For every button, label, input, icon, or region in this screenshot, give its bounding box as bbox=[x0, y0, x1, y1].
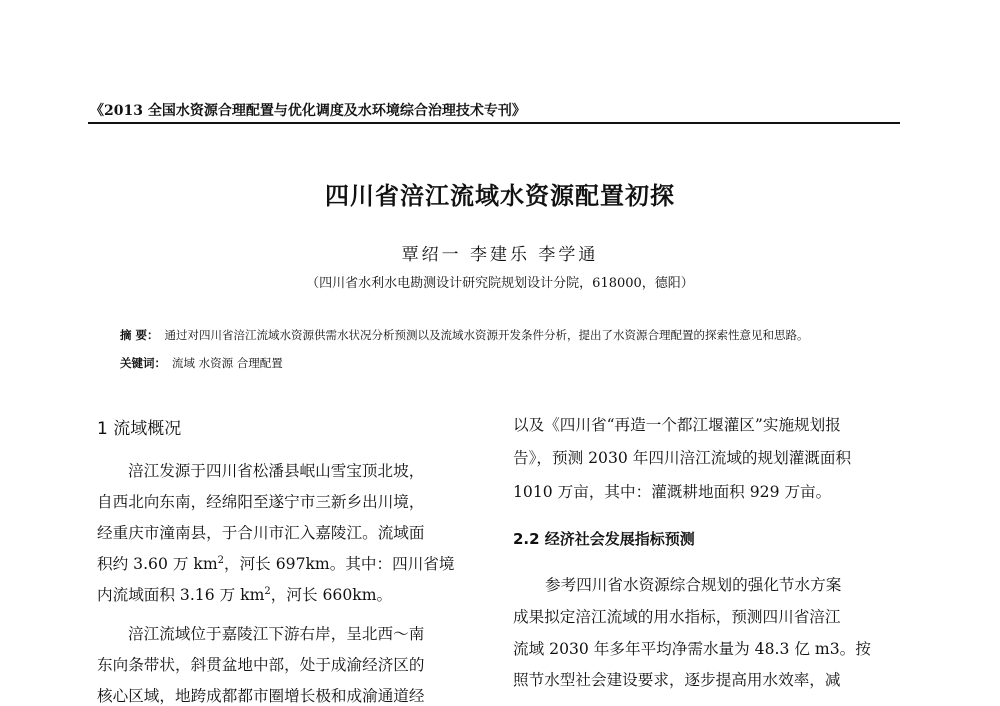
text-run: 内流域面积 3.16 万 km bbox=[97, 586, 265, 604]
right-line: 照节水型社会建设要求，逐步提高用水效率，减 bbox=[513, 671, 841, 689]
paper-affiliation: （四川省水利水电勘测设计研究院规划设计分院，618000，德阳） bbox=[306, 276, 694, 291]
abstract-text: 通过对四川省涪江流域水资源供需水状况分析预测以及流域水资源开发条件分析，提出了水资源合理配置的探索性意见和思路。 bbox=[164, 328, 809, 342]
keywords bbox=[120, 355, 283, 371]
paper-authors: 覃绍一 李建乐 李学通 bbox=[401, 245, 599, 265]
section-1-heading: 1 流域概况 bbox=[97, 419, 182, 439]
right-line: 成果拟定涪江流域的用水指标，预测四川省涪江 bbox=[513, 608, 841, 626]
left-line: 经重庆市潼南县，于合川市汇入嘉陵江。流域面 bbox=[97, 524, 425, 542]
text-run: ，河长 697km。其中：四川省境 bbox=[223, 555, 455, 573]
journal-header: 《2013 全国水资源合理配置与优化调度及水环境综合治理技术专刊》 bbox=[90, 103, 526, 119]
right-line: 流域 2030 年多年平均净需水量为 48.3 亿 m3。按 bbox=[513, 640, 871, 658]
left-line: 涪江流域位于嘉陵江下游右岸，呈北西～南 bbox=[128, 625, 425, 643]
keywords-label: 关键词： bbox=[120, 356, 166, 370]
text-run: 积约 3.60 万 km bbox=[97, 555, 218, 573]
abstract bbox=[120, 327, 809, 343]
left-line: 自西北向东南，经绵阳至遂宁市三新乡出川境， bbox=[97, 493, 425, 511]
left-line bbox=[97, 583, 392, 605]
superscript: 2 bbox=[264, 585, 271, 597]
section-2-2-heading: 2.2 经济社会发展指标预测 bbox=[513, 530, 695, 548]
header-rule bbox=[88, 122, 900, 124]
left-line bbox=[97, 552, 454, 574]
left-line: 核心区域，地跨成都都市圈增长极和成渝通道经 bbox=[97, 687, 425, 705]
left-line: 东向条带状，斜贯盆地中部，处于成渝经济区的 bbox=[97, 656, 425, 674]
right-line: 以及《四川省“再造一个都江堰灌区”实施规划报 bbox=[513, 416, 841, 434]
paper-title: 四川省涪江流域水资源配置初探 bbox=[325, 182, 675, 210]
right-line: 告》，预测 2030 年四川涪江流域的规划灌溉面积 bbox=[513, 449, 852, 467]
superscript: 2 bbox=[217, 554, 224, 566]
abstract-label: 摘 要： bbox=[120, 328, 159, 342]
right-line: 1010 万亩，其中：灌溉耕地面积 929 万亩。 bbox=[513, 483, 832, 501]
text-run: ，河长 660km。 bbox=[270, 586, 393, 604]
left-line: 涪江发源于四川省松潘县岷山雪宝顶北坡， bbox=[128, 462, 425, 480]
right-line: 参考四川省水资源综合规划的强化节水方案 bbox=[545, 576, 842, 594]
keywords-text: 流域 水资源 合理配置 bbox=[172, 356, 283, 370]
